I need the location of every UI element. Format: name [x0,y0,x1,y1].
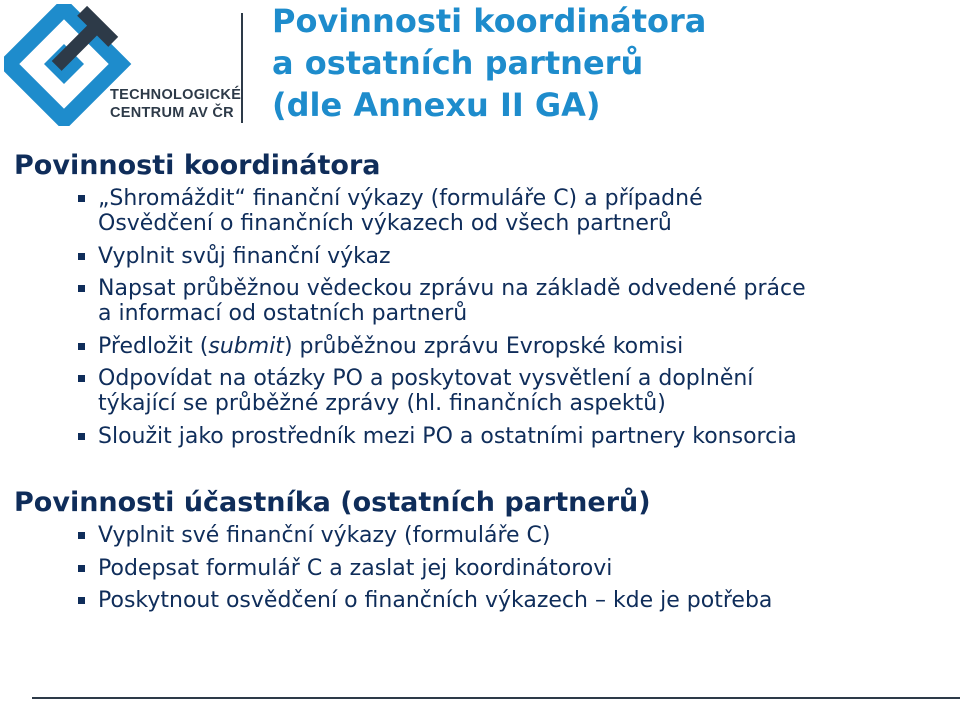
emphasis-text: submit [208,333,284,359]
list-item-line: Napsat průběžnou vědeckou zprávu na základě odvedené práce [98,276,806,301]
list-item [78,186,806,236]
list-item [78,556,772,581]
list-item-line: a informací od ostatních partnerů [98,301,468,326]
list-item-line: Odpovídat na otázky PO a poskytovat vysvětlení a doplnění [98,366,754,391]
list-item-line: Vyplnit svůj finanční výkaz [98,243,391,269]
list-item [78,244,806,269]
list-item-line: Vyplnit své finanční výkazy (formuláře C) [98,523,551,548]
list-item [78,366,806,416]
page-title-line1: Povinnosti koordinátora [272,2,707,40]
list-item [78,588,772,613]
logo [4,4,242,124]
list-item [78,276,806,326]
footer-divider [32,697,960,699]
list-item-line: týkající se průběžné zprávy (hl. finančních aspektů) [98,391,666,416]
section-heading-coordinator: Povinnosti koordinátora [14,150,381,181]
list-item [78,424,806,449]
list-item-line: Sloužit jako prostředník mezi PO a ostatními partnery konsorcia [98,423,797,449]
page-title-line3: (dle Annexu II GA) [272,86,601,124]
list-item-line: „Shromáždit“ finanční výkazy (formuláře C) a případné [98,186,703,211]
list-item [78,334,806,359]
list-item-line: Podepsat formulář C a zaslat jej koordinátorovi [98,555,613,581]
page-title [272,0,706,126]
logo-text-line1: TECHNOLOGICKÉ [110,87,242,103]
logo-text [110,86,241,122]
header-divider [241,13,243,123]
coordinator-duties-list [78,186,806,456]
page-title-line2: a ostatních partnerů [272,44,644,82]
list-item-line: Osvědčení o finančních výkazech od všech partnerů [98,211,672,236]
section-heading-partners: Povinnosti účastníka (ostatních partnerů) [14,487,651,518]
list-item-line [98,334,806,359]
logo-text-line2: CENTRUM AV ČR [110,105,234,121]
list-item-line: Poskytnout osvědčení o finančních výkazech – kde je potřeba [98,588,773,613]
partner-duties-list [78,523,772,621]
list-item [78,523,772,548]
text-fragment: ) průběžnou zprávu Evropské komisi [283,333,684,359]
text-fragment: Předložit ( [98,333,209,359]
